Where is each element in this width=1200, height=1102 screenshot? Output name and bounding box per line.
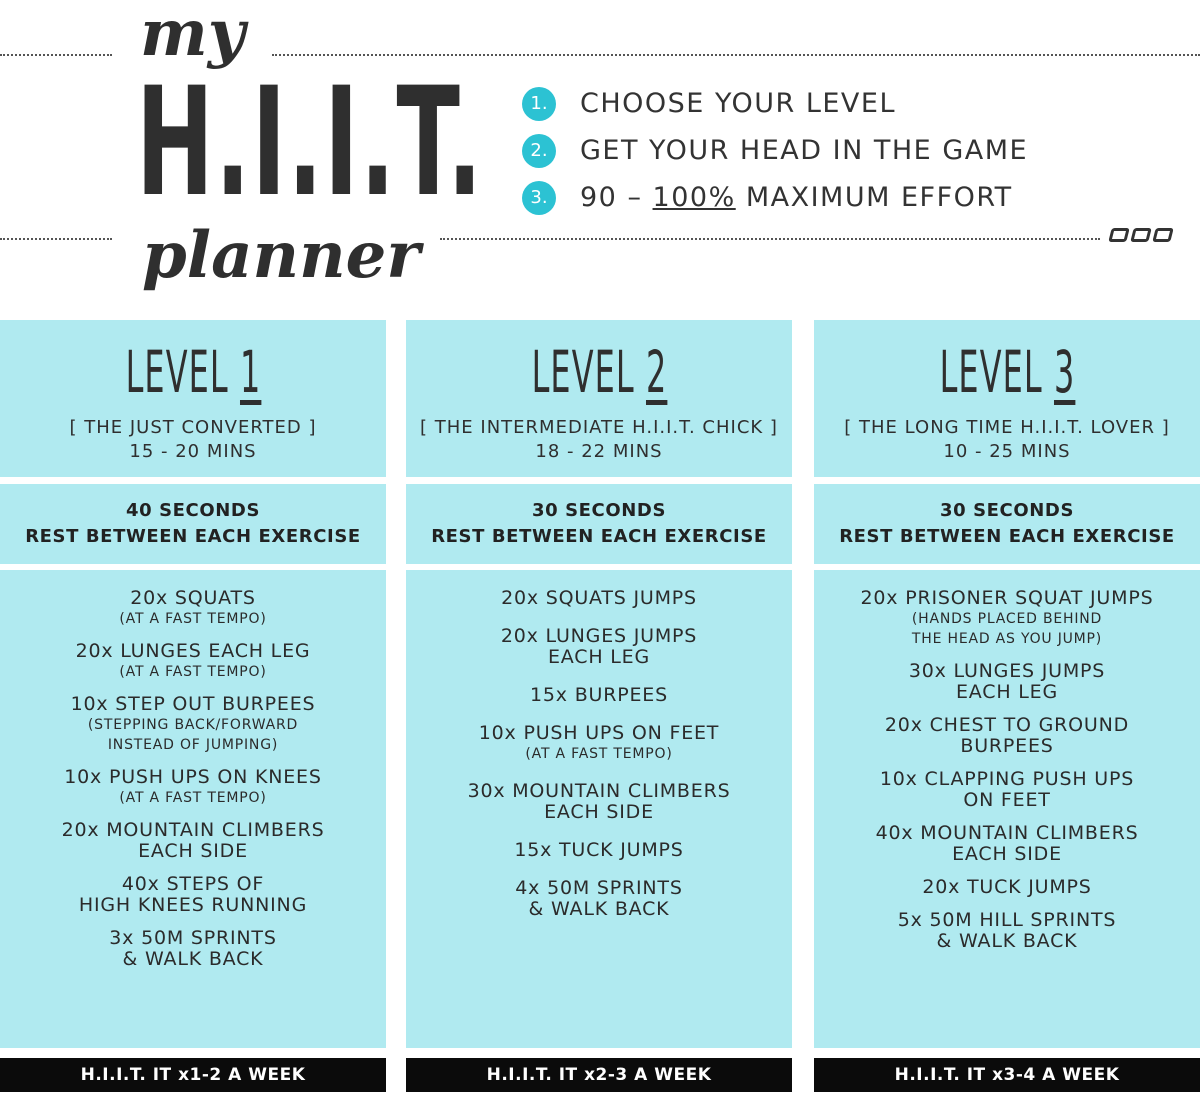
rest-panel — [814, 484, 1200, 564]
exercise-title: 10x PUSH UPS ON FEET — [478, 722, 720, 744]
exercise-note: THE HEAD AS YOU JUMP) — [911, 631, 1103, 647]
exercise-note: (AT A FAST TEMPO) — [525, 746, 673, 762]
exercise-item — [814, 588, 1200, 649]
exercise-title: 40x MOUNTAIN CLIMBERS — [875, 822, 1139, 844]
level-number: 2 — [645, 338, 667, 406]
exercise-panel — [814, 570, 1200, 1048]
exercise-item — [406, 588, 792, 609]
frequency-footer: H.I.I.T. IT x2-3 A WEEK — [406, 1058, 792, 1092]
exercise-note: (AT A FAST TEMPO) — [119, 664, 267, 680]
exercise-title: 10x CLAPPING PUSH UPS — [879, 768, 1135, 790]
exercise-title: 40x STEPS OF — [121, 873, 265, 895]
step-2 — [522, 127, 1028, 174]
level-label: LEVEL — [939, 338, 1043, 406]
level-1-column — [0, 320, 386, 1092]
exercise-title: EACH SIDE — [952, 843, 1062, 865]
level-number: 1 — [239, 338, 261, 406]
rest-info — [0, 498, 386, 550]
exercise-note: (HANDS PLACED BEHIND — [911, 611, 1103, 627]
level-label: LEVEL — [125, 338, 229, 406]
exercise-note: (AT A FAST TEMPO) — [119, 611, 267, 627]
level-duration: 18 - 22 MINS — [535, 441, 663, 462]
level-header-panel — [814, 320, 1200, 477]
exercise-item — [0, 641, 386, 682]
brand-logo-icon — [1110, 228, 1172, 242]
exercise-title: EACH SIDE — [138, 840, 248, 862]
exercise-title: 4x 50M SPRINTS — [515, 877, 683, 899]
level-subtitle-block — [406, 416, 792, 464]
exercise-item — [814, 715, 1200, 757]
exercise-item — [0, 767, 386, 808]
step-number-badge: 2. — [522, 134, 556, 168]
level-subtitle: [ THE LONG TIME H.I.I.T. LOVER ] — [844, 417, 1170, 438]
rest-time: 30 SECONDS — [939, 500, 1075, 521]
rest-info — [406, 498, 792, 550]
exercise-item — [0, 694, 386, 755]
exercise-item — [406, 878, 792, 920]
level-2-column — [406, 320, 792, 1092]
dotted-divider-top-left — [0, 54, 112, 56]
exercise-title: 20x LUNGES JUMPS — [500, 625, 698, 647]
rest-time: 30 SECONDS — [531, 500, 667, 521]
exercise-title: 20x MOUNTAIN CLIMBERS — [61, 819, 325, 841]
exercise-item — [814, 877, 1200, 898]
exercise-title: & WALK BACK — [528, 898, 670, 920]
rest-panel — [406, 484, 792, 564]
rest-info — [814, 498, 1200, 550]
step-number-badge: 1. — [522, 87, 556, 121]
exercise-title: 20x SQUATS — [130, 587, 256, 609]
rest-panel — [0, 484, 386, 564]
exercise-item — [0, 928, 386, 970]
exercise-title: 20x SQUATS JUMPS — [501, 587, 697, 609]
exercise-item — [814, 661, 1200, 703]
level-subtitle-block — [0, 416, 386, 464]
exercise-item — [0, 588, 386, 629]
steps-list — [522, 80, 1028, 221]
level-duration: 15 - 20 MINS — [129, 441, 257, 462]
exercise-title: ON FEET — [963, 789, 1051, 811]
exercise-title: 20x LUNGES EACH LEG — [75, 640, 311, 662]
exercise-title: EACH LEG — [956, 681, 1058, 703]
exercise-title: 15x BURPEES — [530, 684, 668, 706]
step-text: GET YOUR HEAD IN THE GAME — [580, 135, 1029, 166]
rest-label: REST BETWEEN EACH EXERCISE — [431, 526, 767, 547]
exercise-title: 10x PUSH UPS ON KNEES — [64, 766, 322, 788]
exercise-title: & WALK BACK — [122, 948, 264, 970]
rest-label: REST BETWEEN EACH EXERCISE — [25, 526, 361, 547]
dotted-divider-bottom-right — [440, 238, 1100, 240]
exercise-title: 30x MOUNTAIN CLIMBERS — [467, 780, 731, 802]
exercise-item — [406, 626, 792, 668]
step-text-pre: 90 – — [580, 182, 653, 213]
dotted-divider-bottom-left — [0, 238, 112, 240]
level-header-panel — [0, 320, 386, 477]
exercise-item — [406, 840, 792, 861]
exercise-title: 20x PRISONER SQUAT JUMPS — [860, 587, 1154, 609]
exercise-list — [814, 588, 1200, 964]
exercise-title: 5x 50M HILL SPRINTS — [897, 909, 1117, 931]
exercise-title: 3x 50M SPRINTS — [109, 927, 277, 949]
title-my: my — [140, 0, 245, 71]
frequency-footer: H.I.I.T. IT x1-2 A WEEK — [0, 1058, 386, 1092]
level-header-panel — [406, 320, 792, 477]
step-text — [580, 182, 1013, 213]
exercise-title: HIGH KNEES RUNNING — [78, 894, 308, 916]
step-number-badge: 3. — [522, 181, 556, 215]
exercise-title: 20x TUCK JUMPS — [922, 876, 1092, 898]
exercise-item — [0, 820, 386, 862]
exercise-list — [406, 588, 792, 937]
exercise-note: (STEPPING BACK/FORWARD — [87, 717, 299, 733]
level-duration: 10 - 25 MINS — [943, 441, 1071, 462]
level-heading — [0, 338, 386, 406]
exercise-note: INSTEAD OF JUMPING) — [107, 737, 279, 753]
exercise-item — [814, 910, 1200, 952]
exercise-title: BURPEES — [960, 735, 1054, 757]
level-subtitle: [ THE INTERMEDIATE H.I.I.T. CHICK ] — [420, 417, 778, 438]
exercise-panel — [0, 570, 386, 1048]
exercise-title: EACH SIDE — [544, 801, 654, 823]
exercise-item — [406, 781, 792, 823]
step-3 — [522, 174, 1028, 221]
frequency-footer: H.I.I.T. IT x3-4 A WEEK — [814, 1058, 1200, 1092]
exercise-note: (AT A FAST TEMPO) — [119, 790, 267, 806]
exercise-title: 20x CHEST TO GROUND — [884, 714, 1130, 736]
step-text-emphasis: 100% — [652, 182, 736, 213]
exercise-panel — [406, 570, 792, 1048]
level-3-column — [814, 320, 1200, 1092]
level-heading — [814, 338, 1200, 406]
step-1 — [522, 80, 1028, 127]
rest-label: REST BETWEEN EACH EXERCISE — [839, 526, 1175, 547]
exercise-title: & WALK BACK — [936, 930, 1078, 952]
exercise-title: 10x STEP OUT BURPEES — [70, 693, 316, 715]
title-hiit: H.I.I.T. — [136, 56, 484, 230]
exercise-list — [0, 588, 386, 982]
level-subtitle-block — [814, 416, 1200, 464]
exercise-title: EACH LEG — [548, 646, 650, 668]
level-number: 3 — [1053, 338, 1075, 406]
level-subtitle: [ THE JUST CONVERTED ] — [69, 417, 317, 438]
title-planner: planner — [142, 218, 421, 293]
rest-time: 40 SECONDS — [125, 500, 261, 521]
exercise-item — [814, 823, 1200, 865]
exercise-item — [406, 685, 792, 706]
level-heading — [406, 338, 792, 406]
exercise-item — [406, 723, 792, 764]
exercise-title: 15x TUCK JUMPS — [514, 839, 684, 861]
exercise-item — [814, 769, 1200, 811]
step-text-post: MAXIMUM EFFORT — [735, 182, 1013, 213]
exercise-item — [0, 874, 386, 916]
level-label: LEVEL — [531, 338, 635, 406]
step-text: CHOOSE YOUR LEVEL — [580, 88, 896, 119]
exercise-title: 30x LUNGES JUMPS — [908, 660, 1106, 682]
